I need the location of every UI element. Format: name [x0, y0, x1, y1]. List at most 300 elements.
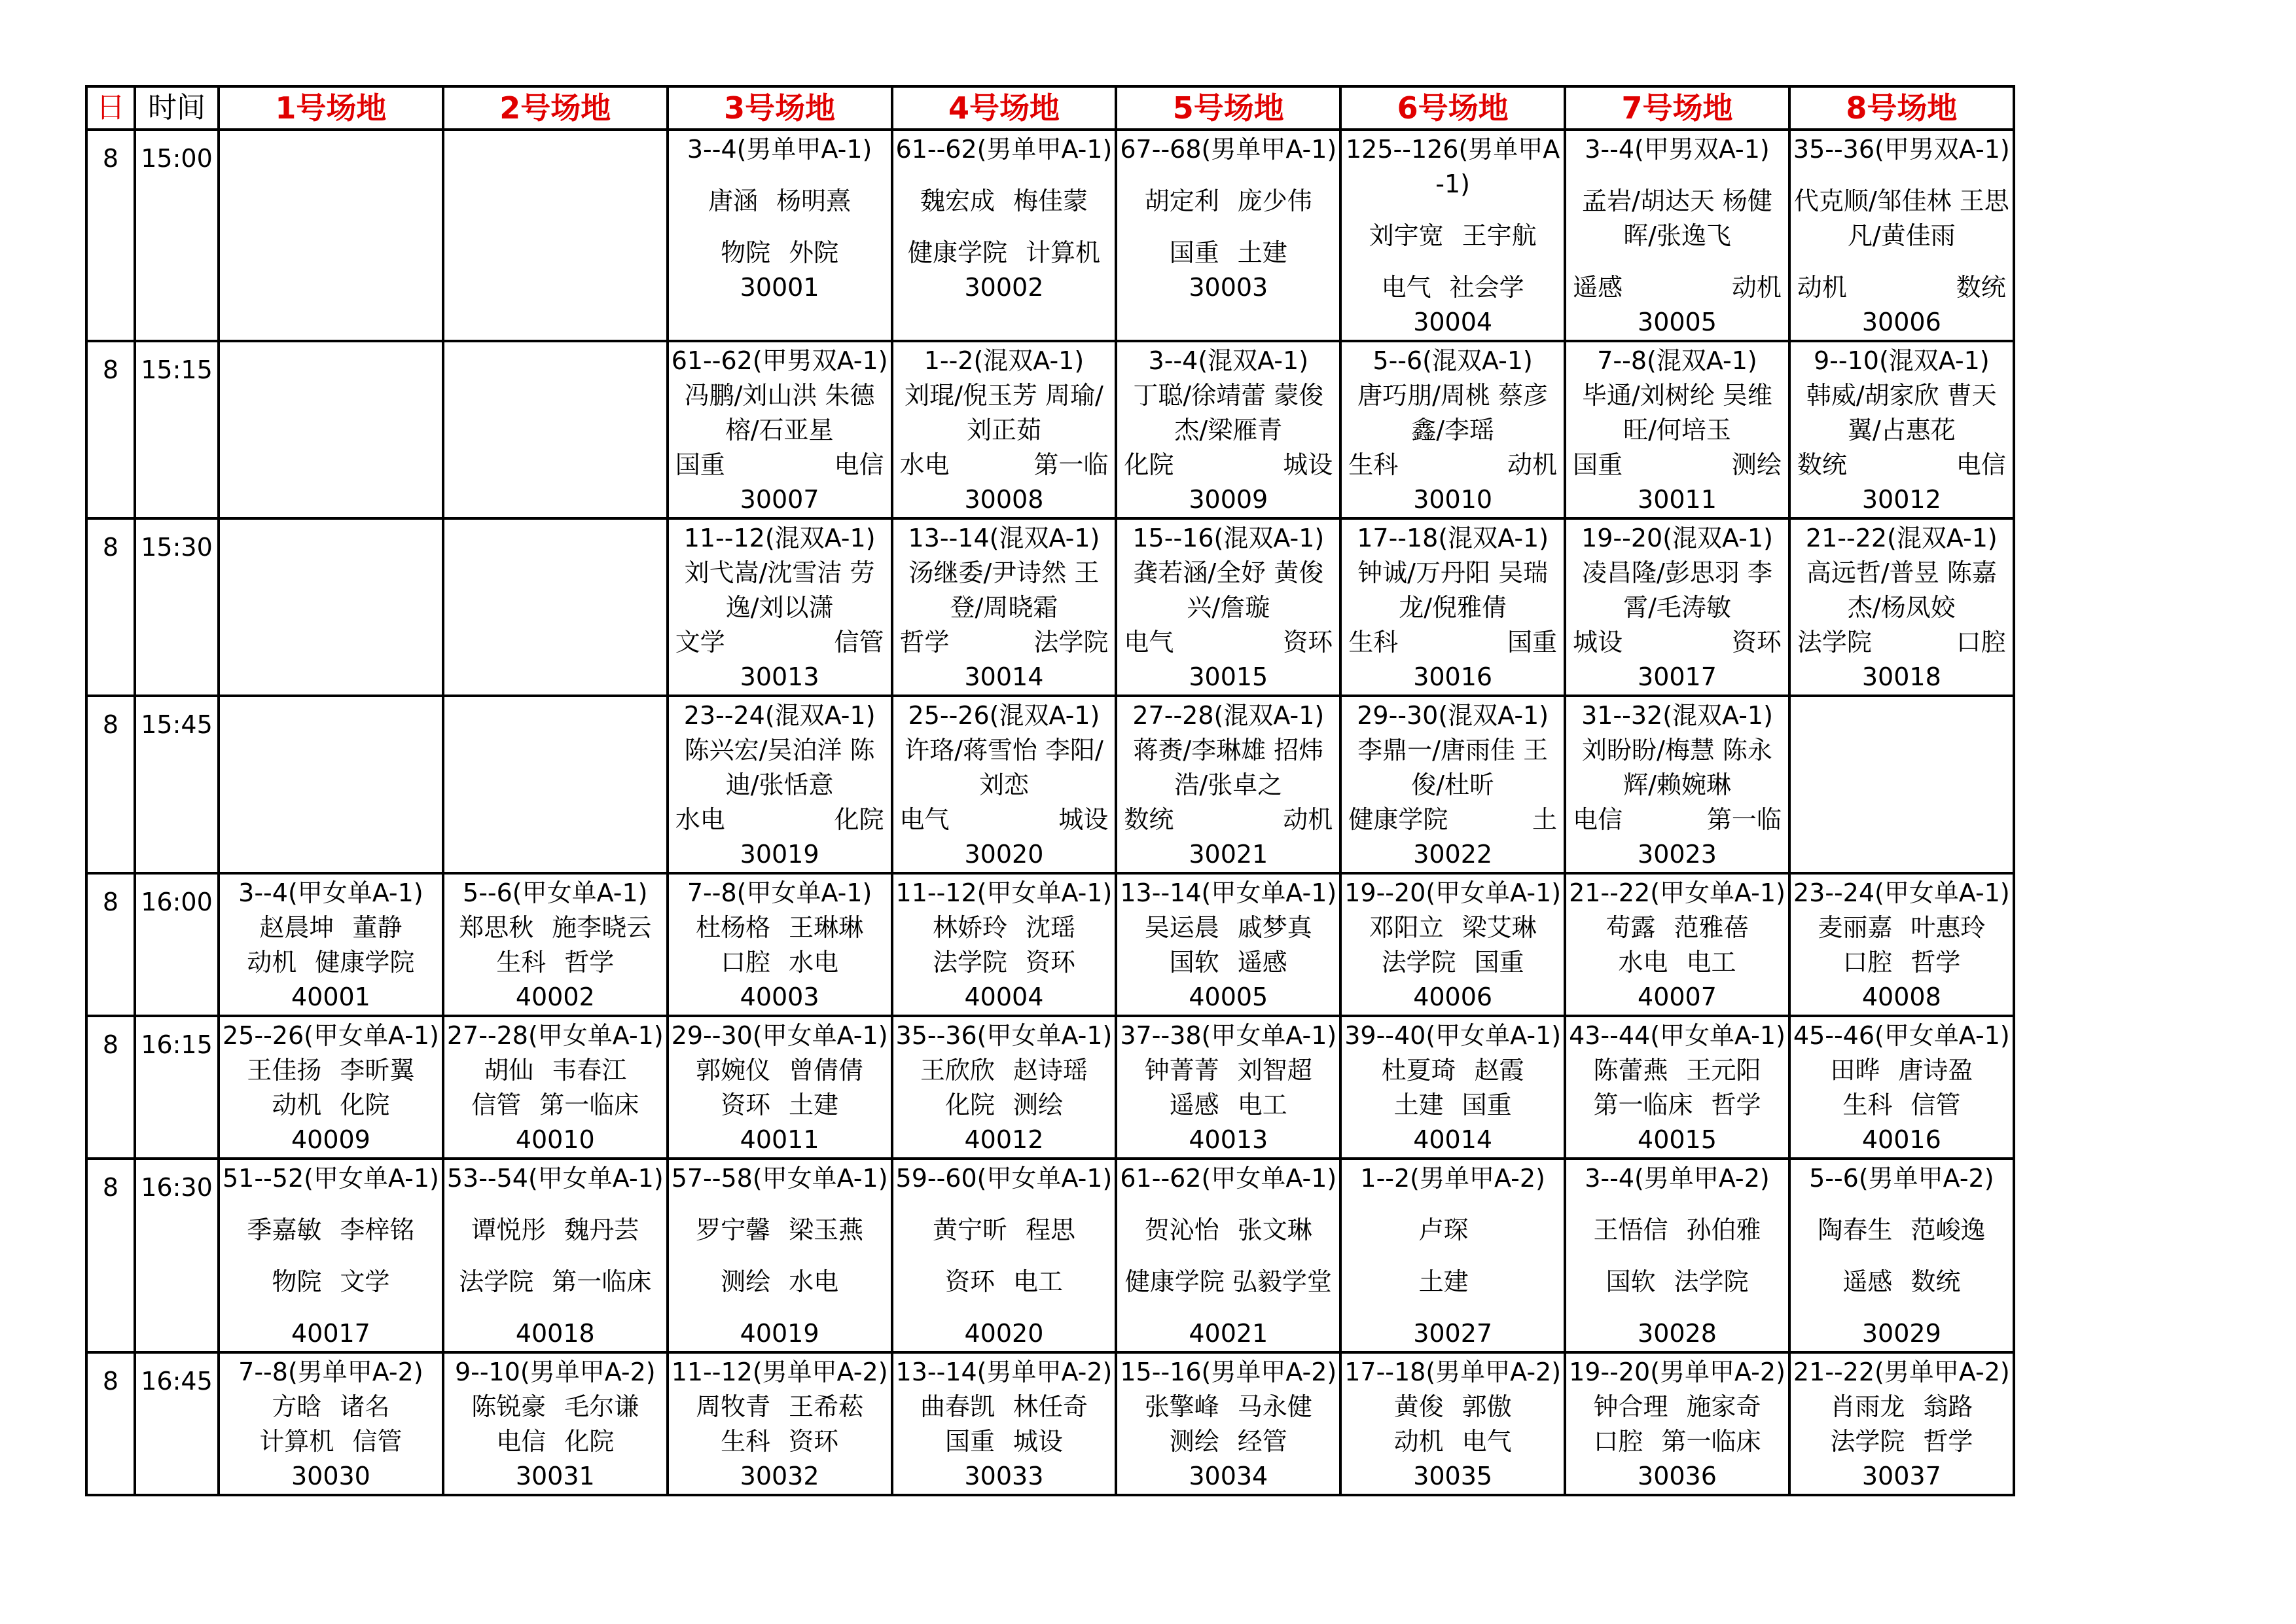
match-code: 30014	[964, 662, 1044, 691]
player-name: 诸名	[340, 1392, 390, 1421]
players-line	[1569, 378, 1785, 448]
match-code: 40016	[1861, 1125, 1941, 1154]
player-name: 陈迪/张恬意	[725, 736, 875, 799]
school-name: 口腔	[721, 948, 771, 977]
match-code: 30018	[1861, 662, 1941, 691]
match-title: 15--16(混双A-1)	[1132, 524, 1325, 552]
school-name: 信管	[471, 1091, 522, 1119]
school-name: 国重	[1474, 948, 1524, 977]
day-cell: 8	[86, 873, 135, 1016]
match-title: 1--2(男单甲A-2)	[1360, 1164, 1545, 1193]
player-name: 胡仙	[484, 1056, 534, 1085]
school-name: 化院	[944, 1091, 995, 1119]
match-code: 30020	[964, 840, 1044, 869]
players-line	[896, 1213, 1113, 1248]
players-line	[1793, 1053, 2010, 1088]
schools-line	[1569, 803, 1785, 837]
player-name: 吴维旺/何培玉	[1623, 381, 1772, 444]
school-name: 法学院	[1381, 948, 1456, 977]
player-name: 孙伯雅	[1686, 1216, 1761, 1244]
player-name: 黄俊	[1393, 1392, 1444, 1421]
players-line	[1793, 378, 2010, 448]
player-name: 蒋赉/李琳雄	[1133, 736, 1266, 765]
match-title: 9--10(男单甲A-2)	[454, 1358, 656, 1386]
schools-line	[1120, 803, 1336, 837]
match-cell-court-8	[1789, 1159, 2014, 1352]
match-code: 40008	[1861, 983, 1941, 1011]
schools-line	[1344, 625, 1561, 660]
school-name: 动机	[272, 1091, 322, 1119]
schools-line	[1569, 1088, 1785, 1123]
school-name: 生科	[1348, 628, 1399, 657]
player-name: 林任奇	[1013, 1392, 1088, 1421]
match-code: 30003	[1189, 273, 1268, 302]
school-name: 弘毅学堂	[1232, 1267, 1332, 1296]
school-name: 城设	[1058, 805, 1109, 834]
match-cell-court-6	[1340, 1159, 1565, 1352]
schools-line	[1793, 1424, 2010, 1459]
schools-line	[1344, 448, 1561, 482]
school-name: 文学	[675, 628, 725, 657]
player-name: 王佳扬	[247, 1056, 322, 1085]
player-name: 张擎峰	[1144, 1392, 1219, 1421]
match-code: 40020	[964, 1319, 1044, 1348]
player-name: 陈兴宏/吴泊洋	[684, 736, 842, 765]
school-name: 生科	[1842, 1091, 1893, 1119]
school-name: 国重	[1573, 450, 1623, 479]
match-cell-court-5	[1116, 341, 1340, 518]
player-name: 范峻逸	[1910, 1216, 1986, 1244]
player-name: 马永健	[1237, 1392, 1312, 1421]
school-name: 化院	[1124, 450, 1174, 479]
school-name: 土建	[789, 1091, 839, 1119]
player-name: 刘宇宽	[1369, 221, 1444, 250]
schools-line	[672, 236, 888, 270]
day-cell: 8	[86, 130, 135, 341]
school-name: 生科	[496, 948, 547, 977]
schedule-body	[86, 130, 2014, 1495]
schools-line	[1120, 1265, 1336, 1299]
player-name: 张文琳	[1237, 1216, 1312, 1244]
match-code: 40019	[740, 1319, 819, 1348]
match-cell-court-2	[443, 341, 668, 518]
players-line	[447, 911, 664, 945]
match-code: 30004	[1413, 308, 1493, 336]
match-code: 40003	[740, 983, 819, 1011]
player-name: 肖雨龙	[1830, 1392, 1905, 1421]
player-name: 毕通/刘树纶	[1582, 381, 1715, 410]
player-name: 田晔	[1830, 1056, 1880, 1085]
time-cell: 15:30	[135, 518, 219, 696]
match-code: 40002	[515, 983, 595, 1011]
school-name: 第一临	[1706, 805, 1782, 834]
match-title: 21--22(甲女单A-1)	[1569, 878, 1785, 907]
schools-line	[896, 1424, 1113, 1459]
match-cell-court-1	[219, 873, 443, 1016]
player-name: 王俊/杜昕	[1411, 736, 1549, 799]
players-line	[1569, 1053, 1785, 1088]
player-name: 梁玉燕	[789, 1216, 864, 1244]
school-name: 电气	[1462, 1427, 1512, 1456]
match-cell-court-4	[892, 873, 1117, 1016]
school-name: 物院	[272, 1267, 322, 1296]
match-code: 30028	[1638, 1319, 1717, 1348]
school-name: 电气	[899, 805, 950, 834]
match-cell-court-6	[1340, 1352, 1565, 1495]
players-line	[672, 378, 888, 448]
match-title: 57--58(甲女单A-1)	[671, 1164, 888, 1193]
player-name: 庞少伟	[1237, 187, 1312, 215]
match-code: 30016	[1413, 662, 1493, 691]
school-name: 数统	[1910, 1267, 1961, 1296]
day-cell: 8	[86, 1016, 135, 1159]
match-cell-court-1	[219, 696, 443, 873]
match-cell-court-7	[1565, 130, 1789, 341]
schools-line	[447, 1265, 664, 1299]
schools-line	[223, 1265, 439, 1299]
schools-line	[672, 1265, 888, 1299]
header-court-4: 4号场地	[892, 86, 1117, 130]
school-name: 法学院	[1797, 628, 1872, 657]
players-line	[1793, 184, 2010, 253]
header-time: 时间	[135, 86, 219, 130]
players-line	[896, 911, 1113, 945]
match-cell-court-5	[1116, 873, 1340, 1016]
match-cell-court-7	[1565, 873, 1789, 1016]
match-title: 5--6(男单甲A-2)	[1809, 1164, 1994, 1193]
player-name: 赵霞	[1474, 1056, 1524, 1085]
school-name: 外院	[789, 238, 839, 267]
player-name: 钟菁菁	[1144, 1056, 1219, 1085]
players-line	[223, 1390, 439, 1424]
match-code: 40006	[1413, 983, 1493, 1011]
school-name: 国重	[1462, 1091, 1512, 1119]
player-name: 陶春生	[1818, 1216, 1893, 1244]
match-title: 5--6(混双A-1)	[1372, 346, 1533, 375]
time-cell: 16:45	[135, 1352, 219, 1495]
header-court-5: 5号场地	[1116, 86, 1340, 130]
match-title: 5--6(甲女单A-1)	[463, 878, 648, 907]
player-name: 卢琛	[1418, 1216, 1469, 1244]
players-line	[1569, 911, 1785, 945]
player-name: 梅佳蒙	[1013, 187, 1088, 215]
time-cell: 16:30	[135, 1159, 219, 1352]
school-name: 健康学院	[907, 238, 1007, 267]
school-name: 信管	[1910, 1091, 1961, 1119]
player-name: 唐诗盈	[1898, 1056, 1973, 1085]
schools-line	[1569, 1265, 1785, 1299]
match-cell-court-5	[1116, 696, 1340, 873]
player-name: 冯鹏/刘山洪	[684, 381, 817, 410]
schools-line	[1569, 945, 1785, 980]
match-title: 25--26(甲女单A-1)	[223, 1021, 439, 1050]
school-name: 测绘	[721, 1267, 771, 1296]
school-name: 资环	[721, 1091, 771, 1119]
school-name: 水电	[1618, 948, 1668, 977]
match-code: 30037	[1861, 1462, 1941, 1490]
school-name: 国软	[1605, 1267, 1656, 1296]
players-line	[896, 556, 1113, 625]
school-name: 法学院	[1830, 1427, 1905, 1456]
schools-line	[1569, 448, 1785, 482]
player-name: 刘琨/倪玉芳	[905, 381, 1037, 410]
match-title: 7--8(男单甲A-2)	[238, 1358, 423, 1386]
player-name: 魏宏成	[920, 187, 995, 215]
players-line	[1344, 556, 1561, 625]
match-cell-court-1	[219, 341, 443, 518]
school-name: 资环	[789, 1427, 839, 1456]
match-cell-court-4	[892, 1352, 1117, 1495]
match-cell-court-4	[892, 1016, 1117, 1159]
player-name: 王登/周晓霜	[950, 558, 1100, 622]
schools-line	[1344, 270, 1561, 305]
match-code: 40001	[291, 983, 370, 1011]
school-name: 生科	[721, 1427, 771, 1456]
players-line	[896, 1390, 1113, 1424]
match-cell-court-3	[668, 696, 892, 873]
schools-line	[896, 236, 1113, 270]
players-line	[1344, 1053, 1561, 1088]
match-title: 19--20(甲女单A-1)	[1344, 878, 1562, 907]
player-name: 王元阳	[1686, 1056, 1761, 1085]
player-name: 胡定利	[1144, 187, 1219, 215]
player-name: 刘弋嵩/沈雪洁	[684, 558, 842, 587]
match-code: 30007	[740, 485, 819, 514]
match-code: 30001	[740, 273, 819, 302]
match-title: 3--4(甲女单A-1)	[238, 878, 423, 907]
school-name: 数统	[1797, 450, 1847, 479]
players-line	[1120, 1053, 1336, 1088]
table-row	[86, 1016, 2014, 1159]
player-name: 龚若涵/全妤	[1133, 558, 1266, 587]
schools-line	[1344, 1424, 1561, 1459]
schools-line	[447, 1088, 664, 1123]
schools-line	[672, 448, 888, 482]
school-name: 水电	[899, 450, 950, 479]
match-cell-court-1	[219, 1016, 443, 1159]
school-name: 土建	[1418, 1267, 1469, 1296]
player-name: 季嘉敏	[247, 1216, 322, 1244]
header-court-7: 7号场地	[1565, 86, 1789, 130]
schools-line	[223, 1424, 439, 1459]
player-name: 杨健晖/张逸飞	[1623, 187, 1772, 250]
player-name: 许珞/蒋雪怡	[905, 736, 1037, 765]
schools-line	[896, 803, 1113, 837]
player-name: 陈锐豪	[471, 1392, 547, 1421]
schools-line	[1120, 945, 1336, 980]
player-name: 沈瑶	[1025, 913, 1075, 942]
players-line	[1569, 184, 1785, 253]
match-cell-court-6	[1340, 873, 1565, 1016]
school-name: 口腔	[1956, 628, 2006, 657]
player-name: 黄俊兴/詹璇	[1187, 558, 1324, 622]
school-name: 文学	[340, 1267, 390, 1296]
table-row	[86, 130, 2014, 341]
match-title: 19--20(混双A-1)	[1581, 524, 1773, 552]
match-title: 45--46(甲女单A-1)	[1793, 1021, 2010, 1050]
player-name: 吴瑞龙/倪雅倩	[1399, 558, 1549, 622]
schools-line	[1344, 1088, 1561, 1123]
school-name: 电工	[1686, 948, 1736, 977]
players-line	[672, 733, 888, 803]
schools-line	[1344, 1265, 1561, 1299]
school-name: 计算机	[1025, 238, 1100, 267]
match-code: 40012	[964, 1125, 1044, 1154]
table-row	[86, 873, 2014, 1016]
school-name: 电工	[1237, 1091, 1287, 1119]
day-cell: 8	[86, 696, 135, 873]
player-name: 陈蕾燕	[1593, 1056, 1668, 1085]
player-name: 叶惠玲	[1910, 913, 1986, 942]
match-cell-court-4	[892, 696, 1117, 873]
schools-line	[1120, 1088, 1336, 1123]
player-name: 麦丽嘉	[1818, 913, 1893, 942]
match-title: 35--36(甲男双A-1)	[1793, 135, 2010, 164]
school-name: 数统	[1956, 273, 2006, 302]
header-court-3: 3号场地	[668, 86, 892, 130]
players-line	[1569, 1390, 1785, 1424]
match-cell-court-7	[1565, 1352, 1789, 1495]
match-title: 17--18(男单甲A-2)	[1344, 1358, 1562, 1386]
players-line	[1120, 911, 1336, 945]
match-code: 30035	[1413, 1462, 1493, 1490]
school-name: 哲学	[1910, 948, 1961, 977]
match-cell-court-3	[668, 341, 892, 518]
match-cell-court-3	[668, 873, 892, 1016]
table-row	[86, 518, 2014, 696]
time-cell: 16:00	[135, 873, 219, 1016]
player-name: 魏丹芸	[564, 1216, 639, 1244]
match-cell-court-5	[1116, 1352, 1340, 1495]
table-row	[86, 341, 2014, 518]
schools-line	[672, 1424, 888, 1459]
match-cell-court-1	[219, 1159, 443, 1352]
players-line	[1344, 378, 1561, 448]
players-line	[1120, 733, 1336, 803]
match-code: 30031	[515, 1462, 595, 1490]
match-code: 30009	[1189, 485, 1268, 514]
match-code: 30012	[1861, 485, 1941, 514]
player-name: 蒙俊杰/梁雁青	[1174, 381, 1324, 444]
school-name: 经管	[1237, 1427, 1287, 1456]
schools-line	[447, 1424, 664, 1459]
day-cell: 8	[86, 518, 135, 696]
schools-line	[1793, 1265, 2010, 1299]
school-name: 国重	[675, 450, 725, 479]
match-title: 39--40(甲女单A-1)	[1344, 1021, 1562, 1050]
match-title: 13--14(混双A-1)	[908, 524, 1100, 552]
match-cell-court-8	[1789, 696, 2014, 873]
school-name: 化院	[834, 805, 884, 834]
schools-line	[1344, 945, 1561, 980]
match-cell-court-3	[668, 518, 892, 696]
school-name: 数统	[1124, 805, 1174, 834]
match-title: 3--4(混双A-1)	[1148, 346, 1309, 375]
match-title: 13--14(甲女单A-1)	[1120, 878, 1337, 907]
player-name: 陈永辉/赖婉琳	[1623, 736, 1772, 799]
players-line	[1344, 733, 1561, 803]
player-name: 黄宁昕	[932, 1216, 1007, 1244]
header-court-8: 8号场地	[1789, 86, 2014, 130]
schools-line	[1793, 270, 2010, 305]
player-name: 罗宁馨	[696, 1216, 771, 1244]
school-name: 城设	[1013, 1427, 1063, 1456]
players-line	[1569, 556, 1785, 625]
player-name: 朱德榕/石亚星	[725, 381, 875, 444]
players-line	[1344, 911, 1561, 945]
players-line	[896, 1053, 1113, 1088]
match-cell-court-3	[668, 1159, 892, 1352]
school-name: 国软	[1169, 948, 1219, 977]
schools-line	[896, 1088, 1113, 1123]
players-line	[672, 1053, 888, 1088]
match-title: 61--62(甲男双A-1)	[671, 346, 888, 375]
match-code: 40015	[1638, 1125, 1717, 1154]
match-cell-court-1	[219, 1352, 443, 1495]
player-name: 曾倩倩	[789, 1056, 864, 1085]
player-name: 招炜浩/张卓之	[1174, 736, 1324, 799]
header-day: 日	[86, 86, 135, 130]
match-cell-court-8	[1789, 1016, 2014, 1159]
players-line	[1793, 911, 2010, 945]
player-name: 郑思秋	[459, 913, 534, 942]
player-name: 曲春凯	[920, 1392, 995, 1421]
player-name: 翁路	[1923, 1392, 1973, 1421]
players-line	[1793, 556, 2010, 625]
school-name: 国重	[1169, 238, 1219, 267]
player-name: 施家奇	[1686, 1392, 1761, 1421]
match-code: 30022	[1413, 840, 1493, 869]
match-cell-court-6	[1340, 518, 1565, 696]
match-code: 40009	[291, 1125, 370, 1154]
match-title: 31--32(混双A-1)	[1581, 701, 1773, 730]
school-name: 物院	[721, 238, 771, 267]
match-title: 11--12(混双A-1)	[683, 524, 876, 552]
match-code: 40011	[740, 1125, 819, 1154]
match-code: 30010	[1413, 485, 1493, 514]
match-code: 40014	[1413, 1125, 1493, 1154]
school-name: 法学院	[1674, 1267, 1749, 1296]
school-name: 遥感	[1573, 273, 1623, 302]
match-cell-court-3	[668, 1352, 892, 1495]
match-code: 30002	[964, 273, 1044, 302]
player-name: 李梓铭	[340, 1216, 415, 1244]
match-cell-court-7	[1565, 518, 1789, 696]
match-code: 30021	[1189, 840, 1268, 869]
school-name: 哲学	[564, 948, 615, 977]
school-name: 电工	[1013, 1267, 1063, 1296]
school-name: 遥感	[1237, 948, 1287, 977]
match-title: 35--36(甲女单A-1)	[895, 1021, 1113, 1050]
school-name: 资环	[1731, 628, 1782, 657]
match-code: 30011	[1638, 485, 1717, 514]
match-title: 15--16(男单甲A-2)	[1120, 1358, 1337, 1386]
match-code: 40007	[1638, 983, 1717, 1011]
schools-line	[672, 945, 888, 980]
day-cell: 8	[86, 341, 135, 518]
schools-line	[672, 1088, 888, 1123]
school-name: 信管	[834, 628, 884, 657]
match-cell-court-2	[443, 696, 668, 873]
school-name: 城设	[1573, 628, 1623, 657]
school-name: 测绘	[1169, 1427, 1219, 1456]
player-name: 王欣欣	[920, 1056, 995, 1085]
players-line	[1120, 1390, 1336, 1424]
players-line	[672, 1213, 888, 1248]
players-line	[1569, 733, 1785, 803]
match-cell-court-6	[1340, 1016, 1565, 1159]
match-cell-court-5	[1116, 130, 1340, 341]
